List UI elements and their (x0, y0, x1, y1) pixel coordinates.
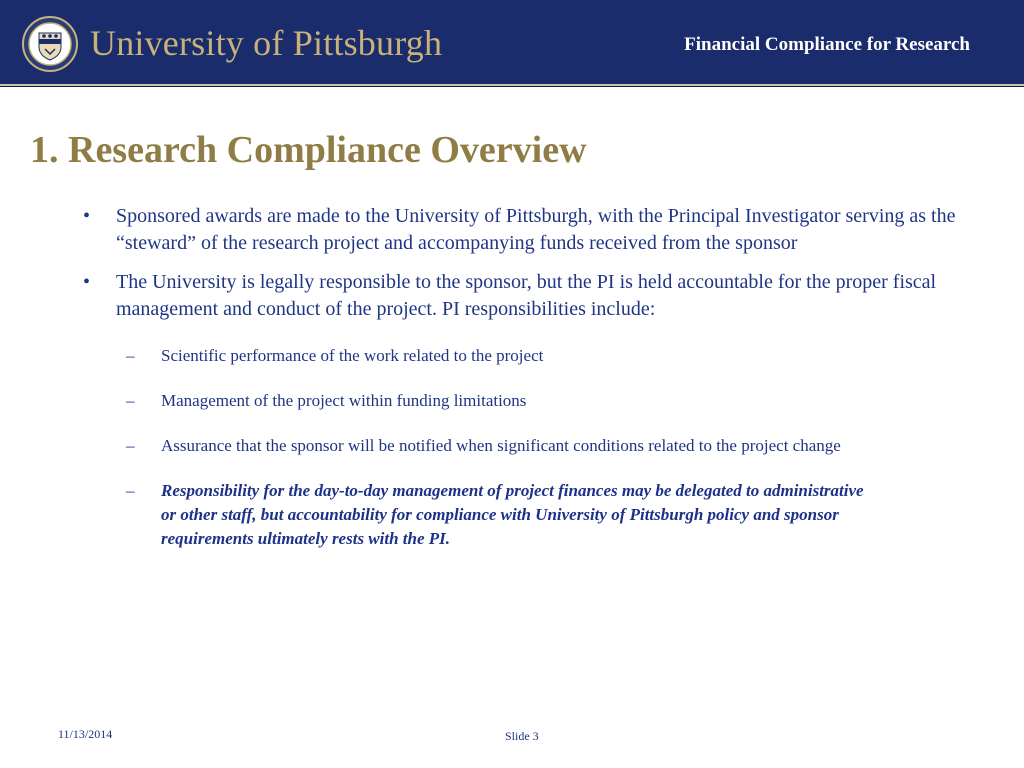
sub-text: Assurance that the sponsor will be notified when significant conditions related to the project change (161, 436, 841, 455)
slide-number: Slide 3 (505, 729, 539, 743)
header-bar (0, 0, 1024, 87)
sub-marker: – (126, 391, 135, 410)
slide-content (78, 203, 993, 572)
sub-marker: – (126, 346, 135, 365)
university-name: University of Pittsburgh (90, 23, 443, 63)
bullet-item (78, 203, 993, 257)
bullet-text: The University is legally responsible to the sponsor, but the PI is held accountable for the proper fiscal management and conduct of the project. PI responsibilities include: (116, 271, 937, 320)
university-seal-icon (22, 16, 78, 72)
bullet-item (78, 269, 993, 323)
sub-text: Management of the project within funding limitations (161, 391, 527, 410)
header-title: Financial Compliance for Research (684, 34, 970, 55)
sub-item-emphasis (78, 479, 881, 551)
sub-item (78, 389, 991, 413)
slide-title: 1. Research Compliance Overview (30, 129, 587, 171)
sub-text: Responsibility for the day-to-day management of project finances may be delegated to administrative or other staff, but accountability for compliance with University of Pittsburgh policy and sponsor requirements ultimately rests with the PI. (161, 481, 864, 548)
header-divider (0, 84, 1024, 86)
sub-item (78, 344, 991, 368)
bullet-text: Sponsored awards are made to the University of Pittsburgh, with the Principal Investigator serving as the “steward” of the research project and accompanying funds received from the sponsor (116, 205, 956, 254)
sub-marker: – (126, 481, 135, 500)
footer-date: 11/13/2014 (58, 727, 113, 741)
sub-marker: – (126, 436, 135, 455)
sub-item (78, 434, 991, 458)
sub-text: Scientific performance of the work related to the project (161, 346, 544, 365)
bullet-marker: • (83, 271, 91, 293)
bullet-marker: • (83, 205, 91, 227)
